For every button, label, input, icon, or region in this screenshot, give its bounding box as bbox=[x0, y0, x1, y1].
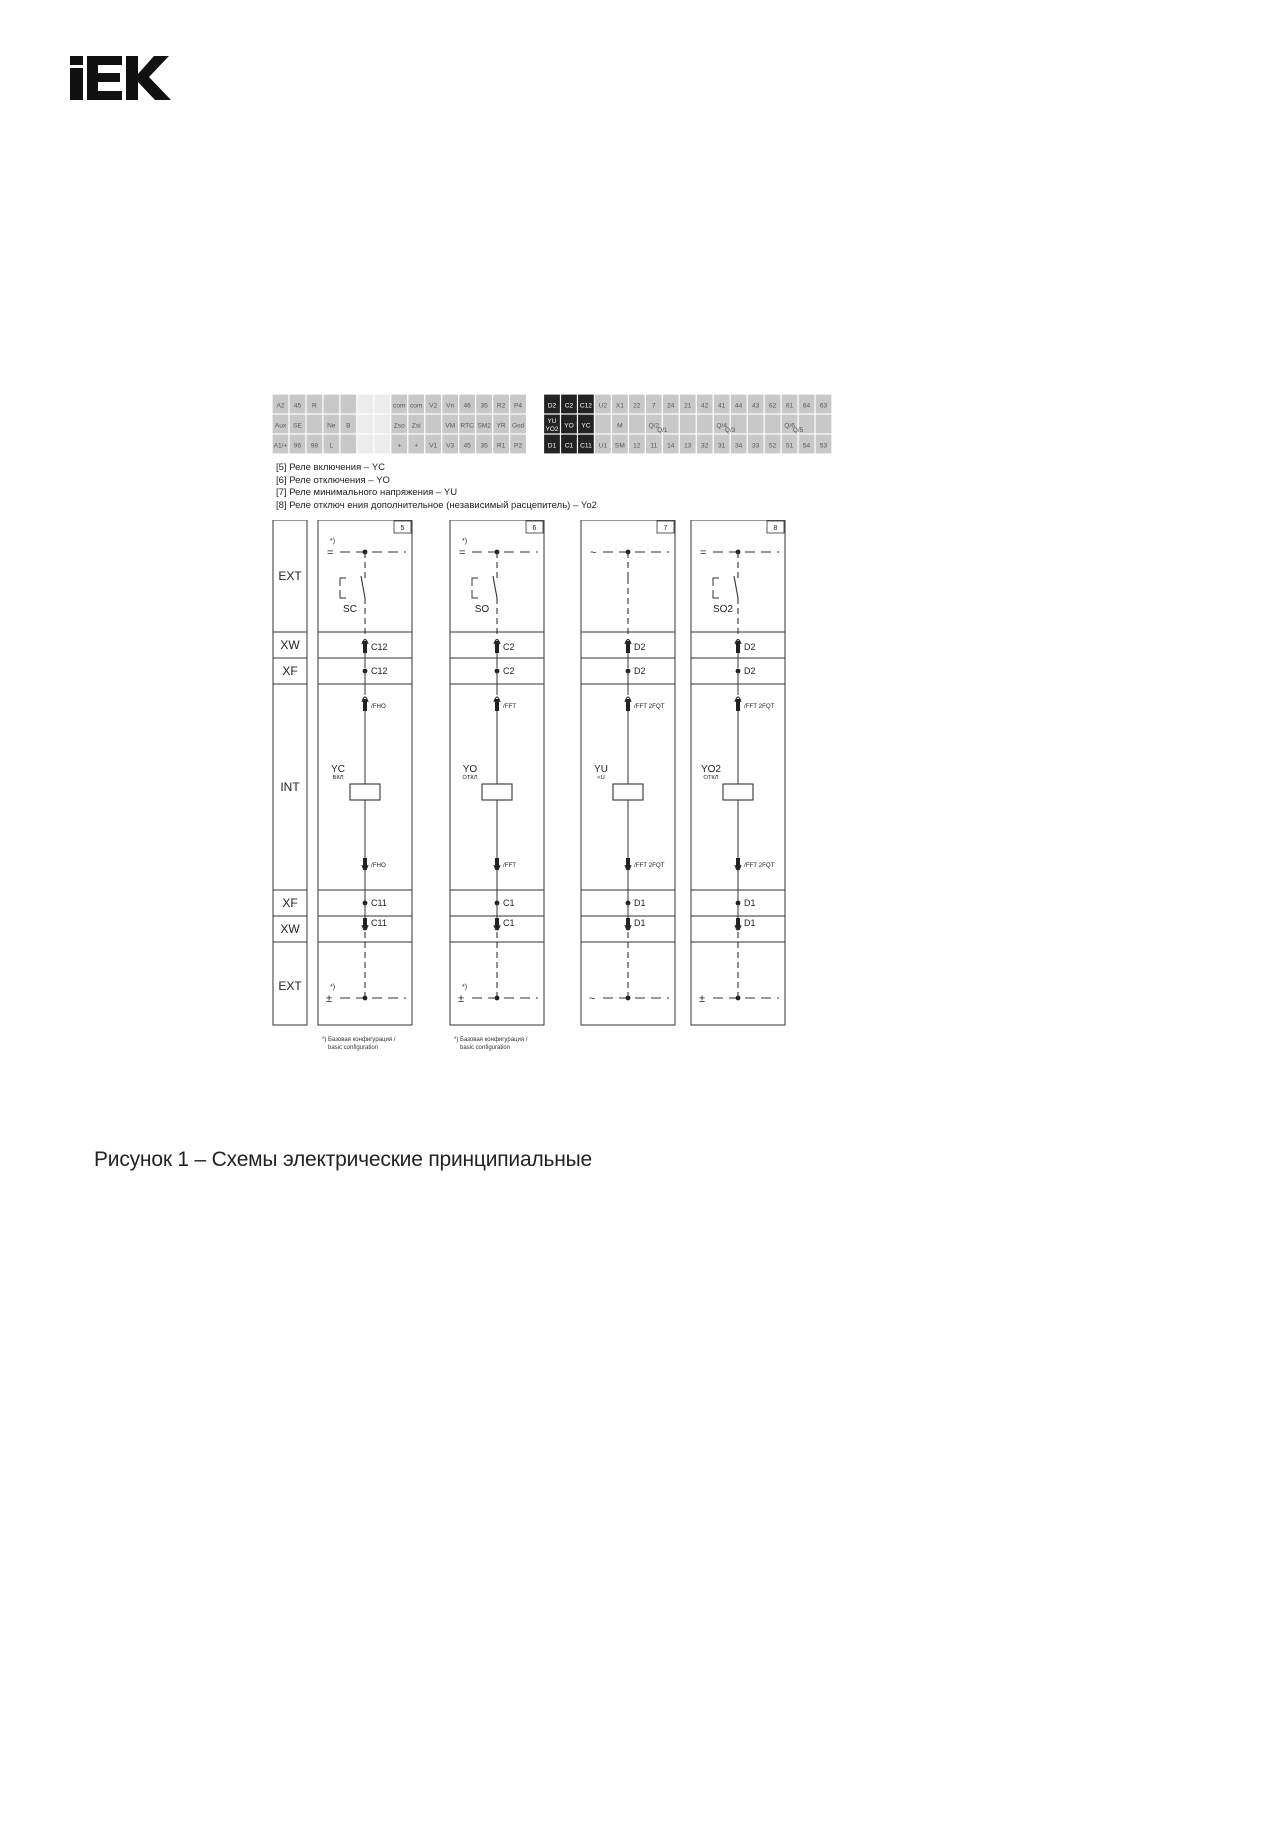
terminal-label: R1 bbox=[496, 442, 506, 450]
coil-sublabel: ОТКЛ bbox=[703, 775, 719, 781]
terminal-label: 43 bbox=[751, 402, 760, 410]
coil-label: YC bbox=[331, 764, 345, 775]
xf-top-terminal: C12 bbox=[371, 666, 388, 676]
terminal-label: 96 bbox=[293, 442, 302, 450]
base-config-mark: *) bbox=[330, 538, 336, 545]
xw-bottom-terminal: D1 bbox=[634, 918, 646, 928]
coil-sublabel: ОТКЛ bbox=[462, 775, 478, 781]
row-label-xf-top: XF bbox=[282, 664, 298, 678]
terminal-cell bbox=[340, 395, 356, 414]
terminal-label: L bbox=[329, 442, 334, 450]
coil-label: YO bbox=[462, 764, 478, 775]
terminal-cell bbox=[527, 435, 543, 454]
legend-line-yo: [6] Реле отключения – YO bbox=[276, 474, 390, 486]
terminal-cell bbox=[765, 415, 781, 434]
terminal-cell bbox=[357, 435, 373, 454]
top-source-symbol: = bbox=[327, 547, 334, 559]
xf-top-terminal: C2 bbox=[503, 666, 515, 676]
terminal-cell bbox=[340, 435, 356, 454]
terminal-cell bbox=[527, 395, 543, 414]
column-number: 7 bbox=[663, 525, 668, 532]
terminal-label: + bbox=[397, 442, 402, 450]
xw-top-terminal: D2 bbox=[744, 642, 756, 652]
terminal-label: 12 bbox=[633, 442, 641, 450]
xw-bottom-terminal: C11 bbox=[371, 918, 387, 928]
base-config-mark: *) bbox=[330, 984, 336, 991]
terminal-label: 46 bbox=[463, 402, 471, 410]
terminal-cell bbox=[816, 415, 832, 434]
terminal-label: P4 bbox=[514, 402, 523, 410]
base-config-mark: *) bbox=[462, 538, 468, 545]
switch-label: SC bbox=[343, 604, 357, 615]
terminal-label: 14 bbox=[667, 442, 675, 450]
terminal-label: 34 bbox=[734, 442, 743, 450]
terminal-label: R2 bbox=[496, 402, 506, 410]
figure-caption: Рисунок 1 – Схемы электрические принципиальные bbox=[94, 1148, 593, 1171]
terminal-label: 13 bbox=[684, 442, 692, 450]
xw-bottom-terminal: C1 bbox=[503, 918, 515, 928]
terminal-label: P2 bbox=[514, 442, 523, 450]
push-button-icon bbox=[340, 578, 346, 598]
row-label-xw-top: XW bbox=[280, 638, 300, 652]
terminal-cell bbox=[307, 415, 323, 434]
terminal-cell bbox=[629, 415, 645, 434]
legend-line-yc: [5] Реле включения – YC bbox=[276, 462, 386, 473]
terminal-label: com bbox=[410, 402, 423, 410]
terminal-label: M bbox=[617, 422, 623, 430]
terminal-cell bbox=[748, 415, 764, 434]
terminal-label: Q/4 bbox=[716, 422, 728, 430]
xf-bottom-terminal: C11 bbox=[371, 898, 387, 908]
row-label-xf-bottom: XF bbox=[282, 896, 298, 910]
terminal-label: 45 bbox=[463, 442, 471, 450]
terminal-label: SE bbox=[293, 422, 302, 430]
terminal-label: X1 bbox=[615, 402, 624, 410]
terminal-label: 52 bbox=[768, 442, 777, 450]
row-label-box bbox=[273, 520, 307, 1025]
terminal-label: 62 bbox=[768, 402, 777, 410]
iek-logo-icon bbox=[70, 56, 180, 100]
switch-icon bbox=[493, 576, 497, 598]
terminal-label: 32 bbox=[701, 442, 709, 450]
plug-label-top: /FHO bbox=[371, 703, 386, 710]
plug-label-bottom: /FFT 2FQT bbox=[744, 862, 775, 869]
xf-top-terminal: D2 bbox=[744, 666, 756, 676]
terminal-label: 35 bbox=[480, 442, 488, 450]
terminal-label: D2 bbox=[547, 402, 557, 410]
bottom-source-symbol: ~ bbox=[589, 993, 596, 1005]
terminal-label: 31 bbox=[718, 442, 726, 450]
circuit-column-5 bbox=[318, 520, 412, 1025]
base-config-footnote: *) Базовая конфигурация / bbox=[322, 1037, 396, 1043]
circuit-column-6 bbox=[450, 520, 544, 1025]
terminal-label: + bbox=[414, 442, 419, 450]
relay-coil-icon bbox=[723, 784, 753, 800]
circuit-column-7 bbox=[581, 520, 675, 1025]
terminal-label: C2 bbox=[564, 402, 574, 410]
terminal-label: V1 bbox=[429, 442, 438, 450]
terminal-label: 22 bbox=[633, 402, 641, 410]
terminal-label: SM2 bbox=[477, 422, 491, 430]
column-number: 5 bbox=[400, 525, 405, 532]
terminal-label: A2 bbox=[276, 402, 285, 410]
terminal-label: YO bbox=[564, 422, 574, 430]
terminal-cell bbox=[697, 415, 713, 434]
terminal-label: 7 bbox=[651, 402, 656, 410]
xw-bottom-terminal: D1 bbox=[744, 918, 756, 928]
terminal-label: YR bbox=[496, 422, 506, 430]
terminal-cell bbox=[374, 395, 390, 414]
terminal-label: Q/2 bbox=[648, 422, 660, 430]
terminal-label: D1 bbox=[547, 442, 557, 450]
push-button-icon bbox=[713, 578, 719, 598]
terminal-label: Ne bbox=[327, 422, 336, 430]
terminal-label: 61 bbox=[785, 402, 794, 410]
terminal-label: 35 bbox=[480, 402, 488, 410]
relay-coil-icon bbox=[613, 784, 643, 800]
base-config-footnote: basic configuration bbox=[328, 1045, 379, 1051]
plug-pin-icon bbox=[363, 699, 367, 711]
plug-pin-icon bbox=[363, 641, 367, 653]
xf-bottom-terminal: D1 bbox=[744, 898, 756, 908]
xw-top-terminal: D2 bbox=[634, 642, 646, 652]
plug-label-bottom: /FFT bbox=[503, 862, 517, 869]
terminal-cell bbox=[374, 435, 390, 454]
plug-pin-icon bbox=[495, 699, 499, 711]
terminal-label: U1 bbox=[598, 442, 608, 450]
terminal-label: 64 bbox=[802, 402, 811, 410]
terminal-label: Aux bbox=[274, 422, 287, 430]
terminal-label: Q/6 bbox=[784, 422, 795, 430]
bottom-source-symbol: ± bbox=[326, 993, 333, 1005]
terminal-label: C1 bbox=[564, 442, 574, 450]
terminal-label: 24 bbox=[667, 402, 675, 410]
column-number: 8 bbox=[773, 525, 778, 532]
row-label-int: INT bbox=[280, 780, 300, 794]
xw-top-terminal: C12 bbox=[371, 642, 388, 652]
terminal-label: 53 bbox=[819, 442, 828, 450]
terminal-label: YO2 bbox=[545, 426, 559, 433]
terminal-label: Zsi bbox=[411, 422, 421, 430]
terminal-label: Q/1 bbox=[657, 427, 668, 434]
row-label-ext-top: EXT bbox=[278, 569, 302, 583]
terminal-label: 33 bbox=[751, 442, 760, 450]
terminal-label: A1/+ bbox=[273, 442, 288, 450]
base-config-mark: *) bbox=[462, 984, 468, 991]
circuit-column-8 bbox=[691, 520, 785, 1025]
terminal-label: 21 bbox=[684, 402, 692, 410]
xf-bottom-terminal: D1 bbox=[634, 898, 646, 908]
terminal-cell bbox=[680, 415, 696, 434]
terminal-label: 44 bbox=[734, 402, 743, 410]
relay-legend bbox=[276, 462, 796, 512]
column-number: 6 bbox=[532, 525, 537, 532]
terminal-cell bbox=[527, 415, 543, 434]
terminal-label: R bbox=[312, 402, 317, 410]
bottom-source-symbol: ± bbox=[458, 993, 465, 1005]
plug-pin-icon bbox=[736, 699, 740, 711]
terminal-label: V2 bbox=[429, 402, 438, 410]
xf-bottom-terminal: C1 bbox=[503, 898, 515, 908]
plug-label-top: /FFT 2FQT bbox=[744, 703, 775, 710]
switch-label: SO bbox=[474, 604, 490, 615]
terminal-label: 63 bbox=[819, 402, 828, 410]
terminal-label: Q/5 bbox=[792, 427, 804, 434]
relay-coil-icon bbox=[350, 784, 380, 800]
plug-pin-icon bbox=[495, 641, 499, 653]
switch-icon bbox=[361, 576, 365, 598]
switch-label: SO2 bbox=[712, 604, 734, 615]
push-button-icon bbox=[472, 578, 478, 598]
terminal-label: 98 bbox=[310, 442, 319, 450]
terminal-cell bbox=[425, 415, 441, 434]
terminal-label: 45 bbox=[293, 402, 302, 410]
plug-label-bottom: /FHO bbox=[371, 862, 386, 869]
bottom-source-symbol: ± bbox=[699, 993, 706, 1005]
plug-label-bottom: /FFT 2FQT bbox=[634, 862, 665, 869]
terminal-cell bbox=[357, 395, 373, 414]
terminal-cell bbox=[595, 415, 611, 434]
top-source-symbol: = bbox=[700, 547, 707, 559]
xw-top-terminal: C2 bbox=[503, 642, 515, 652]
terminal-label: RTC bbox=[460, 422, 474, 430]
terminal-label: VM bbox=[445, 422, 456, 430]
xf-top-terminal: D2 bbox=[634, 666, 646, 676]
terminal-label: 11 bbox=[650, 442, 658, 450]
terminal-label: C11 bbox=[580, 442, 592, 450]
terminal-label: SM bbox=[614, 442, 625, 450]
terminal-cell bbox=[357, 415, 373, 434]
coil-sublabel: <U bbox=[597, 775, 605, 781]
terminal-label: com bbox=[393, 402, 406, 410]
terminal-strip bbox=[272, 394, 832, 454]
base-config-footnote: *) Базовая конфигурация / bbox=[454, 1037, 528, 1043]
plug-pin-icon bbox=[736, 641, 740, 653]
plug-label-top: /FFT 2FQT bbox=[634, 703, 665, 710]
row-label-xw-bottom: XW bbox=[280, 922, 300, 936]
terminal-cell bbox=[374, 415, 390, 434]
legend-line-yo2: [8] Реле отключ ения дополнительное (независимый расцепитель) – Yo2 bbox=[276, 499, 597, 511]
terminal-label: 42 bbox=[701, 402, 709, 410]
terminal-label: B bbox=[346, 422, 351, 430]
terminal-label: YC bbox=[581, 422, 591, 430]
plug-pin-icon bbox=[626, 641, 630, 653]
legend-line-yu: [7] Реле минимального напряжения – YU bbox=[276, 487, 458, 498]
relay-coil-icon bbox=[482, 784, 512, 800]
terminal-label: Zso bbox=[393, 422, 405, 430]
terminal-label: V3 bbox=[446, 442, 455, 450]
top-source-symbol: ~ bbox=[590, 547, 597, 559]
coil-label: YU bbox=[594, 764, 608, 775]
terminal-label: 54 bbox=[802, 442, 811, 450]
terminal-label: 41 bbox=[718, 402, 726, 410]
coil-label: YO2 bbox=[700, 764, 722, 775]
terminal-label: C12 bbox=[579, 402, 592, 410]
plug-pin-icon bbox=[626, 699, 630, 711]
terminal-label: U2 bbox=[598, 402, 608, 410]
terminal-label: YU bbox=[547, 418, 557, 425]
schematic-diagram bbox=[270, 520, 790, 1060]
coil-sublabel: ВКЛ bbox=[332, 775, 344, 781]
terminal-label: Vn bbox=[446, 402, 455, 410]
terminal-label: Gsd bbox=[512, 422, 525, 430]
terminal-label: Q/3 bbox=[725, 427, 736, 434]
top-source-symbol: = bbox=[459, 547, 466, 559]
terminal-label: 51 bbox=[785, 442, 794, 450]
terminal-cell bbox=[324, 395, 340, 414]
plug-label-top: /FFT bbox=[503, 703, 517, 710]
base-config-footnote: basic configuration bbox=[460, 1045, 511, 1051]
row-label-ext-bottom: EXT bbox=[278, 979, 302, 993]
switch-icon bbox=[734, 576, 738, 598]
